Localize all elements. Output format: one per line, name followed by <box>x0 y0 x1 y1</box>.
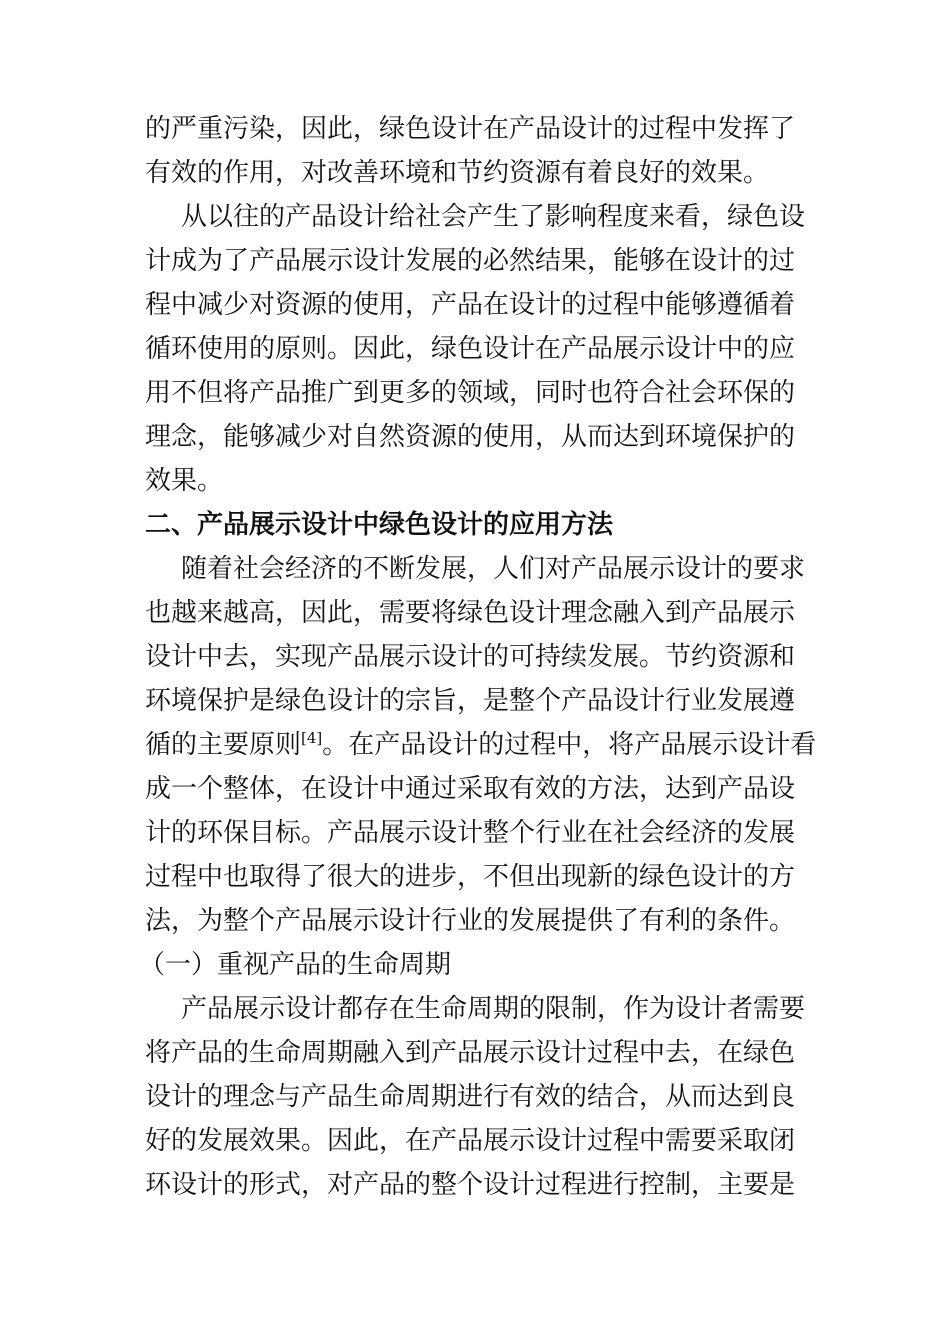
paragraph-line: 计的环保目标。产品展示设计整个行业在社会经济的发展 <box>145 818 796 848</box>
paragraph-line: 成一个整体，在设计中通过采取有效的方法，达到产品设 <box>145 774 796 804</box>
paragraph-line: 有效的作用，对改善环境和节约资源有着良好的效果。 <box>145 158 770 188</box>
paragraph-line: 好的发展效果。因此，在产品展示设计过程中需要采取闭 <box>145 1126 796 1156</box>
paragraph-line: 的严重污染，因此，绿色设计在产品设计的过程中发挥了 <box>145 114 796 144</box>
paragraph-line: 随着社会经济的不断发展，人们对产品展示设计的要求 <box>181 554 806 584</box>
subsection-heading: （一）重视产品的生命周期 <box>139 950 452 980</box>
paragraph-line: 理念，能够减少对自然资源的使用，从而达到环境保护的 <box>145 422 796 452</box>
paragraph-line: 效果。 <box>145 466 224 496</box>
paragraph-line-with-citation <box>145 723 817 767</box>
section-heading: 二、产品展示设计中绿色设计的应用方法 <box>145 510 614 540</box>
paragraph-line: 法，为整个产品展示设计行业的发展提供了有利的条件。 <box>145 906 796 936</box>
paragraph-line: 用不但将产品推广到更多的领域，同时也符合社会环保的 <box>145 378 796 408</box>
paragraph-line: 程中减少对资源的使用，产品在设计的过程中能够遵循着 <box>145 290 796 320</box>
paragraph-line: 过程中也取得了很大的进步，不但出现新的绿色设计的方 <box>145 862 796 892</box>
paragraph-line: 计成为了产品展示设计发展的必然结果，能够在设计的过 <box>145 246 796 276</box>
paragraph-line: 从以往的产品设计给社会产生了影响程度来看，绿色设 <box>181 202 806 232</box>
citation-line-text-before: 循的主要原则 <box>145 730 302 760</box>
paragraph-line: 环设计的形式，对产品的整个设计过程进行控制，主要是 <box>145 1170 796 1200</box>
paragraph-line: 环境保护是绿色设计的宗旨，是整个产品设计行业发展遵 <box>145 686 796 716</box>
body-text <box>139 107 817 1207</box>
citation-marker: [4] <box>301 729 323 747</box>
paragraph-line: 也越来越高，因此，需要将绿色设计理念融入到产品展示 <box>145 598 796 628</box>
citation-line-text-after: 。在产品设计的过程中，将产品展示设计看 <box>322 730 817 760</box>
paragraph-line: 产品展示设计都存在生命周期的限制，作为设计者需要 <box>181 994 806 1024</box>
paragraph-line: 设计的理念与产品生命周期进行有效的结合，从而达到良 <box>145 1082 796 1112</box>
paragraph-line: 循环使用的原则。因此，绿色设计在产品展示设计中的应 <box>145 334 796 364</box>
paragraph-line: 将产品的生命周期融入到产品展示设计过程中去，在绿色 <box>145 1038 796 1068</box>
paragraph-line: 设计中去，实现产品展示设计的可持续发展。节约资源和 <box>145 642 796 672</box>
